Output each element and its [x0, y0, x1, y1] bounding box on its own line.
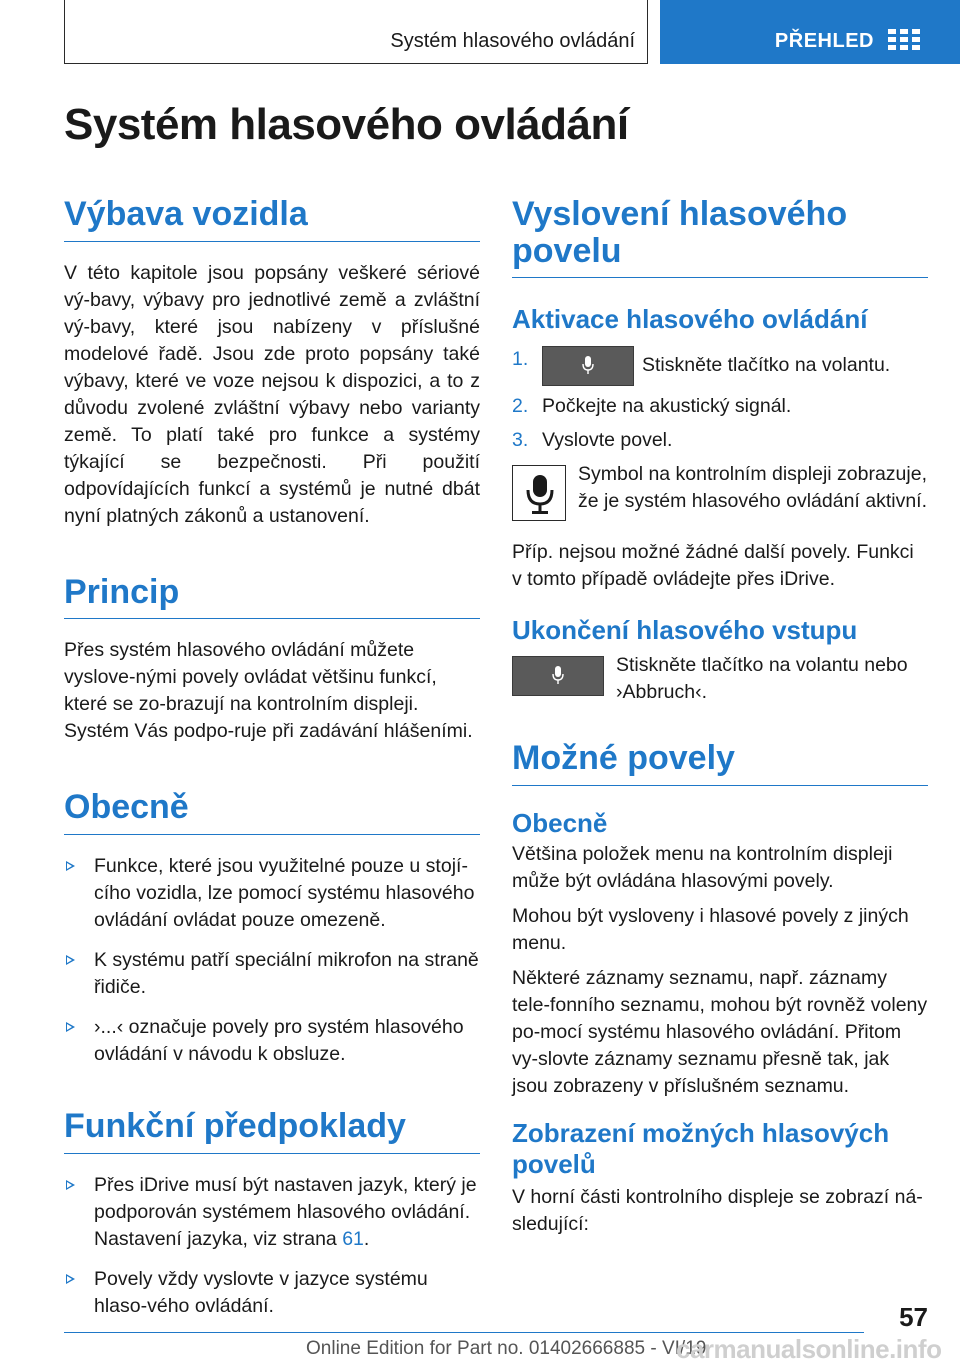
ukonceni-text: Stiskněte tlačítko na volantu nebo ›Abbruch‹.: [616, 653, 908, 703]
heading-vybava: Výbava vozidla: [64, 196, 480, 242]
edition-text: Online Edition for Part no. 01402666885 - VI/19: [306, 1338, 707, 1359]
symbol-note: [512, 461, 928, 527]
microphone-icon: [552, 666, 564, 686]
list-item: Přes iDrive musí být nastaven jazyk, který je podporován systémem hlasového ovládání. Nastavení jazyka, viz strana 61.: [64, 1172, 480, 1253]
triangle-bullet-icon: [66, 1274, 75, 1284]
princip-text: Přes systém hlasového ovládání můžete vyslove-nými povely ovládat většinu funkcí, které se zo-brazují na kontrolním displeji. Systém Vás podpo-ruje při zadávání hlášeními.: [64, 639, 473, 743]
right-column: [512, 196, 928, 1238]
footer-divider: [64, 1332, 864, 1333]
predpoklady-list: [64, 1172, 480, 1320]
list-item: K systému patří speciální mikrofon na straně řidiče.: [64, 947, 480, 1001]
heading-aktivace: Aktivace hlasového ovládání: [512, 304, 868, 335]
heading-vysloveni: Vyslovení hlasového povelu: [512, 196, 928, 278]
ukonceni-row: [512, 652, 928, 708]
heading-predpoklady: Funkční předpoklady: [64, 1108, 480, 1154]
triangle-bullet-icon: [66, 1180, 75, 1190]
voice-active-icon: [512, 465, 566, 521]
heading-povely-obecne: Obecně: [512, 807, 608, 838]
voice-button-image: [542, 346, 634, 386]
povely-p4: V horní části kontrolního displeje se zobrazí ná-sledující:: [512, 1186, 923, 1236]
chapter-title: Systém hlasového ovládání: [390, 30, 635, 52]
step-item: 1. Stiskněte tlačítko na volantu.: [512, 346, 928, 386]
step-item: 2. Počkejte na akustický signál.: [512, 394, 792, 417]
after-text: Příp. nejsou možné žádné další povely. Funkci v tomto případě ovládejte přes iDrive.: [512, 540, 914, 590]
symbol-note-text: Symbol na kontrolním displeji zobrazuje, že je systém hlasového ovládání aktivní.: [578, 462, 928, 512]
page-title: Systém hlasového ovládání: [64, 100, 629, 149]
povely-p2: Mohou být vysloveny i hlasové povely z jiných menu.: [512, 904, 909, 954]
page-number: 57: [899, 1302, 928, 1332]
list-item: Povely vždy vyslovte v jazyce systému hlaso-vého ovládání.: [64, 1266, 480, 1320]
heading-princip: Princip: [64, 574, 480, 620]
triangle-bullet-icon: [66, 861, 75, 871]
watermark: carmanualsonline.info: [676, 1334, 942, 1364]
grid-icon[interactable]: [888, 29, 922, 51]
list-item: Funkce, které jsou využitelné pouze u stojí-cího vozidla, lze pomocí systému hlasového ovládání ovládat pouze omezeně.: [64, 853, 480, 934]
heading-obecne: Obecně: [64, 789, 480, 835]
voice-button-image: [512, 656, 604, 696]
heading-povely: Možné povely: [512, 740, 928, 786]
microphone-icon: [513, 466, 567, 522]
povely-p3: Některé záznamy seznamu, např. záznamy tele-fonního seznamu, mohou být rovněž voleny po-mocí systému hlasového ovládání. Přitom vy-slovte záznamy seznamu přesně tak, jak jsou zobrazeny v příslušném seznamu.: [512, 966, 928, 1097]
overview-label: PŘEHLED: [774, 30, 874, 52]
header-chapter-box: [64, 0, 648, 64]
page-link-61[interactable]: 61: [342, 1227, 364, 1250]
steps-list: [512, 346, 928, 454]
step-item: 3. Vyslovte povel.: [512, 428, 673, 451]
obecne-list: [64, 853, 480, 1068]
triangle-bullet-icon: [66, 955, 75, 965]
microphone-icon: [582, 356, 594, 376]
heading-zobrazeni: Zobrazení možných hlasových povelů: [512, 1117, 890, 1179]
vybava-text: V této kapitole jsou popsány veškeré sériové vý-bavy, výbavy pro jednotlivé země a zvláštní vý-bavy, které jsou nabízeny v příslušné modelové řadě. Jsou zde proto popsány také výbavy, které ve voze nejsou k dispozici, a to z důvodu zvolené zvláštní výbavy nebo varianty země. To platí také pro funkce a systémy týkající se bezpečnosti. Při použití odpovídajících funkcí a systémů je nutné dbát nyní platných zákonů a ustanovení.: [64, 261, 480, 527]
overview-tab[interactable]: [660, 0, 960, 64]
left-column: [64, 196, 480, 1333]
triangle-bullet-icon: [66, 1022, 75, 1032]
povely-p1: Většina položek menu na kontrolním displeji může být ovládána hlasovými povely.: [512, 842, 893, 892]
heading-ukonceni: Ukončení hlasového vstupu: [512, 614, 858, 645]
list-item: ›...‹ označuje povely pro systém hlasového ovládání v návodu k obsluze.: [64, 1014, 480, 1068]
